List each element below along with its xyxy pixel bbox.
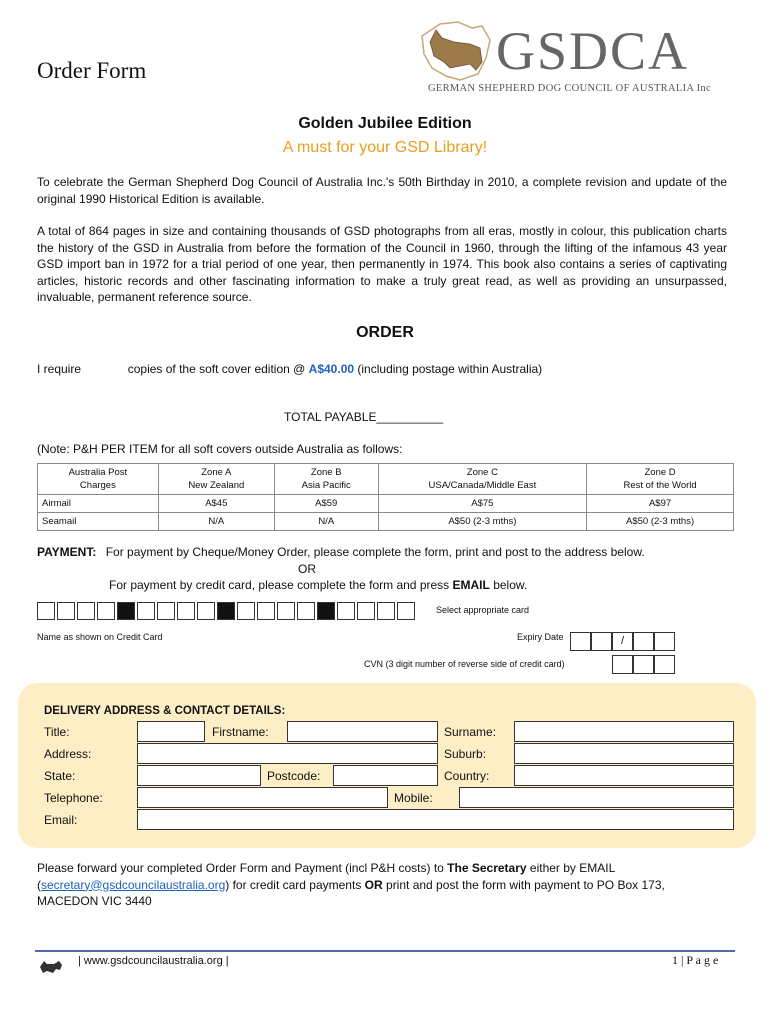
address-input[interactable] <box>137 743 438 764</box>
name-on-card-label: Name as shown on Credit Card <box>37 632 163 642</box>
table-cell: Seamail <box>38 513 159 531</box>
payment-cheque-text: For payment by Cheque/Money Order, please complete the form, print and post to the address below. <box>105 545 645 559</box>
price: A$40.00 <box>308 362 355 376</box>
order-heading: ORDER <box>356 324 414 341</box>
postcode-label: Postcode: <box>267 769 321 783</box>
closing-text-1: Please forward your completed Order Form and Payment (incl P&H costs) to <box>37 861 444 875</box>
mobile-label: Mobile: <box>394 791 433 805</box>
email-input[interactable] <box>137 809 734 830</box>
postage-note: (including postage within Australia) <box>357 362 543 376</box>
card-digit-box[interactable] <box>237 602 255 620</box>
firstname-label: Firstname: <box>212 725 269 739</box>
dog-icon <box>38 955 64 975</box>
table-header: Zone C USA/Canada/Middle East <box>378 464 587 495</box>
expiry-box[interactable] <box>654 632 675 651</box>
table-row <box>38 495 734 513</box>
logo-subtitle: GERMAN SHEPHERD DOG COUNCIL OF AUSTRALIA Inc <box>428 83 711 94</box>
table-cell: A$45 <box>158 495 274 513</box>
card-digit-box[interactable] <box>357 602 375 620</box>
card-digit-box[interactable] <box>97 602 115 620</box>
table-header: Zone B Asia Pacific <box>274 464 378 495</box>
edition-heading: Golden Jubilee Edition <box>298 115 472 132</box>
surname-label: Surname: <box>444 725 497 739</box>
page-title: Order Form <box>37 58 147 83</box>
cvn-label: CVN (3 digit number of reverse side of credit card) <box>364 659 565 669</box>
firstname-input[interactable] <box>287 721 438 742</box>
footer-url[interactable]: | www.gsdcouncilaustralia.org | <box>78 955 229 967</box>
telephone-label: Telephone: <box>44 791 103 805</box>
table-row <box>38 513 734 531</box>
title-label: Title: <box>44 725 70 739</box>
card-digit-box[interactable] <box>377 602 395 620</box>
telephone-input[interactable] <box>137 787 388 808</box>
card-digit-box[interactable] <box>197 602 215 620</box>
cvn-box[interactable] <box>633 655 654 674</box>
expiry-box[interactable] <box>633 632 654 651</box>
table-header: Zone D Rest of the World <box>587 464 734 495</box>
table-cell: A$50 (2-3 mths) <box>587 513 734 531</box>
payment-card-text-end: below. <box>493 578 528 592</box>
delivery-heading: DELIVERY ADDRESS & CONTACT DETAILS: <box>44 705 286 717</box>
email-label: Email: <box>44 813 78 827</box>
mobile-input[interactable] <box>459 787 734 808</box>
expiry-slash[interactable]: / <box>612 632 633 651</box>
table-cell: N/A <box>274 513 378 531</box>
card-digit-box[interactable] <box>37 602 55 620</box>
select-card-label[interactable]: Select appropriate card <box>436 605 530 615</box>
payment-card-text: For payment by credit card, please complete the form and press <box>109 578 450 592</box>
payment-label: PAYMENT: <box>37 545 97 559</box>
postage-table <box>37 463 734 531</box>
card-separator-box <box>217 602 235 620</box>
state-input[interactable] <box>137 765 261 786</box>
table-cell: A$75 <box>378 495 587 513</box>
table-header: Zone A New Zealand <box>158 464 274 495</box>
table-cell: Airmail <box>38 495 159 513</box>
title-input[interactable] <box>137 721 205 742</box>
card-digit-box[interactable] <box>157 602 175 620</box>
secretary: The Secretary <box>447 861 527 875</box>
card-digit-box[interactable] <box>77 602 95 620</box>
total-payable[interactable]: TOTAL PAYABLE__________ <box>284 410 444 424</box>
table-cell: N/A <box>158 513 274 531</box>
card-digit-box[interactable] <box>277 602 295 620</box>
card-digit-box[interactable] <box>337 602 355 620</box>
suburb-label: Suburb: <box>444 747 487 761</box>
payment-line-2 <box>109 578 527 592</box>
footer-divider <box>35 950 735 952</box>
suburb-input[interactable] <box>514 743 734 764</box>
card-digit-box[interactable] <box>297 602 315 620</box>
require-row <box>37 362 542 376</box>
intro-paragraph: To celebrate the German Shepherd Dog Council of Australia Inc.'s 50th Birthday in 2010, a complete revision and update of the original 1990 Historical Edition is available. <box>37 175 727 206</box>
expiry-box[interactable] <box>570 632 591 651</box>
closing-text-3: ) for credit card payments <box>225 877 362 892</box>
table-header-row <box>38 464 734 495</box>
expiry-box[interactable] <box>591 632 612 651</box>
postage-note-heading: (Note: P&H PER ITEM for all soft covers outside Australia as follows: <box>37 442 403 456</box>
closing-text-4: print and post the form with payment to PO Box 173, MACEDON VIC 3440 <box>37 877 665 908</box>
table-cell: A$97 <box>587 495 734 513</box>
state-label: State: <box>44 769 76 783</box>
card-digit-box[interactable] <box>257 602 275 620</box>
expiry-label: Expiry Date <box>517 632 564 642</box>
table-header: Australia Post Charges <box>38 464 159 495</box>
details-paragraph: A total of 864 pages in size and containing thousands of GSD photographs from all eras, mostly in colour, this publication charts the history of the GSD in Australia from before the formation of the Council in 1960, through the lifting of the infamous 43 year GSD import ban in 1972 for a trial period of one year, then permanently in 1974. This book also contains a series of captivating articles, historic records and other fascinating information to make a truly great read, as well as providing an unsurpassed, invaluable, permanent reference source. <box>37 224 727 304</box>
tagline: A must for your GSD Library! <box>282 139 488 156</box>
table-cell: A$59 <box>274 495 378 513</box>
secretary-email-link[interactable]: secretary@gsdcouncilaustralia.org <box>41 877 226 892</box>
cvn-box[interactable] <box>612 655 633 674</box>
require-label: I require <box>37 362 82 376</box>
address-label: Address: <box>44 747 92 761</box>
copies-text: copies of the soft cover edition @ <box>127 362 306 376</box>
closing-paragraph <box>37 860 727 910</box>
surname-input[interactable] <box>514 721 734 742</box>
payment-line-1 <box>37 545 645 559</box>
card-digit-box[interactable] <box>397 602 415 620</box>
card-digit-box[interactable] <box>57 602 75 620</box>
table-cell: A$50 (2-3 mths) <box>378 513 587 531</box>
country-input[interactable] <box>514 765 734 786</box>
postcode-input[interactable] <box>333 765 438 786</box>
country-label: Country: <box>444 769 490 783</box>
closing-or: OR <box>364 877 383 892</box>
card-digit-box[interactable] <box>177 602 195 620</box>
card-digit-box[interactable] <box>137 602 155 620</box>
cvn-box[interactable] <box>654 655 675 674</box>
card-separator-box <box>117 602 135 620</box>
closing-text-2: either by EMAIL <box>529 861 616 875</box>
paren: ( <box>37 877 41 892</box>
logo-text: GSDCA <box>496 21 690 81</box>
payment-email-word: EMAIL <box>452 578 490 592</box>
card-separator-box <box>317 602 335 620</box>
footer-page-number: 1 | P a g e <box>672 953 719 967</box>
payment-or: OR <box>298 562 316 576</box>
